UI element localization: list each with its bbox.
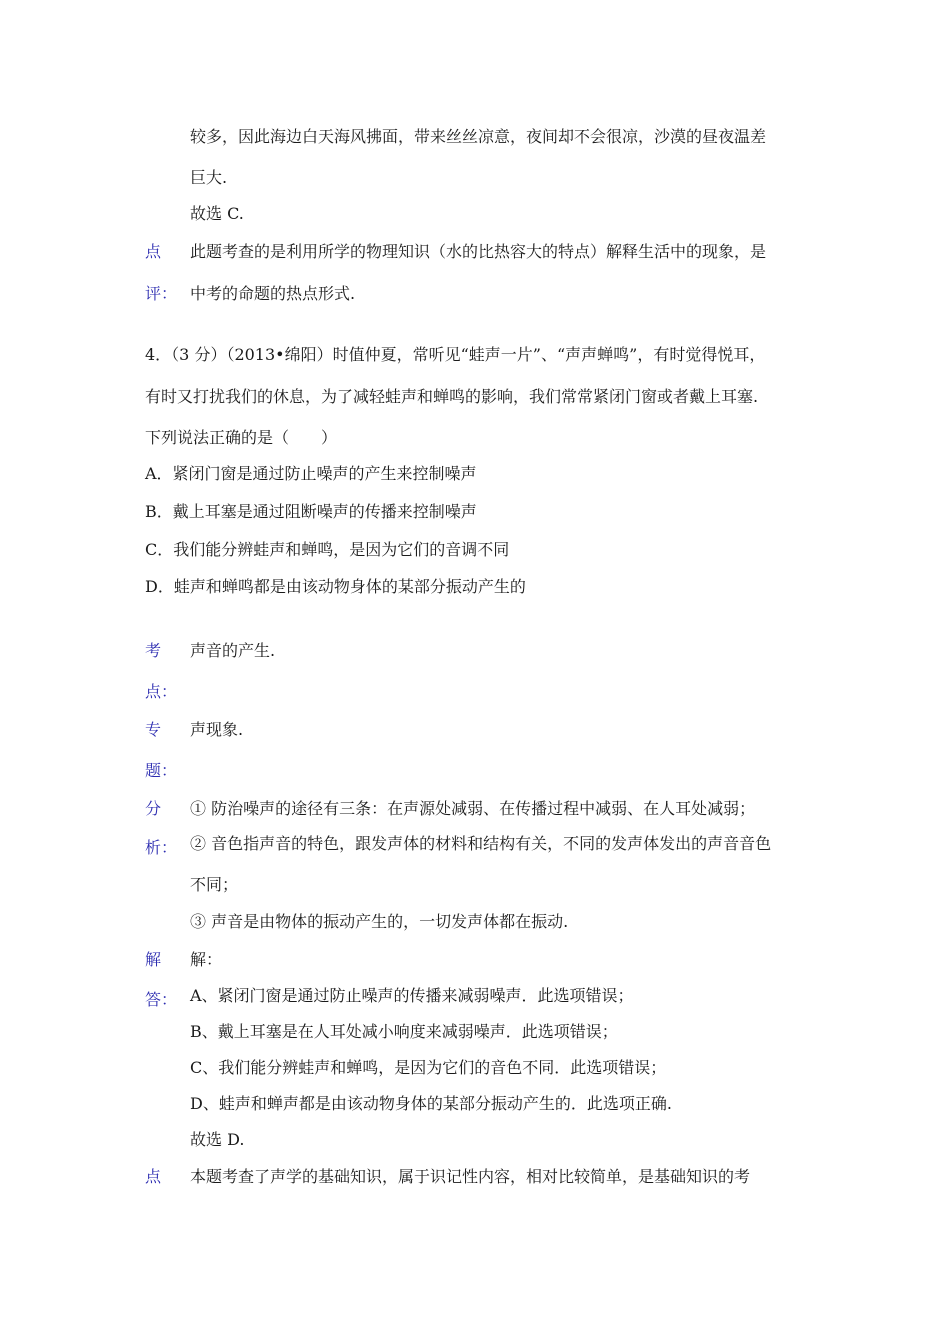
jieda-line-4: D、蛙声和蝉声都是由该动物身体的某部分振动产生的．此选项正确.	[190, 1094, 672, 1113]
review-label-1: 点	[145, 1167, 162, 1186]
jieda-line-5: 故选 D.	[190, 1130, 245, 1149]
jieda-line-0: 解：	[190, 950, 223, 969]
prev-review-line-1: 此题考查的是利用所学的物理知识（水的比热容大的特点）解释生活中的现象，是	[190, 242, 767, 261]
zhuanti-text: 声现象.	[190, 720, 244, 739]
fenxi-line-1: ① 防治噪声的途径有三条：在声源处减弱、在传播过程中减弱、在人耳处减弱；	[190, 799, 756, 818]
zhuanti-label-1: 专	[145, 720, 162, 739]
question-stem-line-1: 4．（3 分）（2013•绵阳）时值仲夏，常听见“蛙声一片”、“声声蝉鸣”，有时觉得悦耳，	[145, 345, 766, 364]
prev-review-label-1: 点	[145, 242, 162, 261]
fenxi-label-1: 分	[145, 799, 162, 818]
option-c: C．我们能分辨蛙声和蝉鸣，是因为它们的音调不同	[145, 540, 510, 559]
prev-review-line-2: 中考的命题的热点形式.	[190, 284, 356, 303]
kaodian-label-2: 点：	[145, 682, 178, 701]
question-stem-line-3: 下列说法正确的是（ ）	[145, 428, 338, 447]
zhuanti-label-2: 题：	[145, 761, 178, 780]
prev-answer-line-1: 较多，因此海边白天海风拂面，带来丝丝凉意，夜间却不会很凉，沙漠的昼夜温差	[190, 127, 767, 146]
jieda-label-1: 解	[145, 950, 162, 969]
question-stem-line-2: 有时又打扰我们的休息，为了减轻蛙声和蝉鸣的影响，我们常常紧闭门窗或者戴上耳塞.	[145, 387, 759, 406]
review-line-1: 本题考查了声学的基础知识，属于识记性内容，相对比较简单，是基础知识的考	[190, 1167, 751, 1186]
kaodian-text: 声音的产生.	[190, 641, 276, 660]
kaodian-label-1: 考	[145, 641, 162, 660]
jieda-line-3: C、我们能分辨蛙声和蝉鸣，是因为它们的音色不同．此选项错误；	[190, 1058, 667, 1077]
jieda-line-1: A、紧闭门窗是通过防止噪声的传播来减弱噪声．此选项错误；	[190, 986, 634, 1005]
option-b: B．戴上耳塞是通过阻断噪声的传播来控制噪声	[145, 502, 477, 521]
prev-answer-line-2: 巨大.	[190, 168, 228, 187]
jieda-label-2: 答：	[145, 990, 178, 1009]
fenxi-label-2: 析：	[145, 838, 178, 857]
option-d: D．蛙声和蝉鸣都是由该动物身体的某部分振动产生的	[145, 577, 526, 596]
jieda-line-2: B、戴上耳塞是在人耳处减小响度来减弱噪声．此选项错误；	[190, 1022, 618, 1041]
prev-review-label-2: 评：	[145, 284, 178, 303]
option-a: A．紧闭门窗是通过防止噪声的产生来控制噪声	[145, 464, 477, 483]
prev-answer-choice: 故选 C.	[190, 204, 244, 223]
fenxi-line-3: 不同；	[190, 875, 239, 894]
fenxi-line-2: ② 音色指声音的特色，跟发声体的材料和结构有关，不同的发声体发出的声音音色	[190, 834, 772, 853]
fenxi-line-4: ③ 声音是由物体的振动产生的，一切发声体都在振动.	[190, 912, 569, 931]
